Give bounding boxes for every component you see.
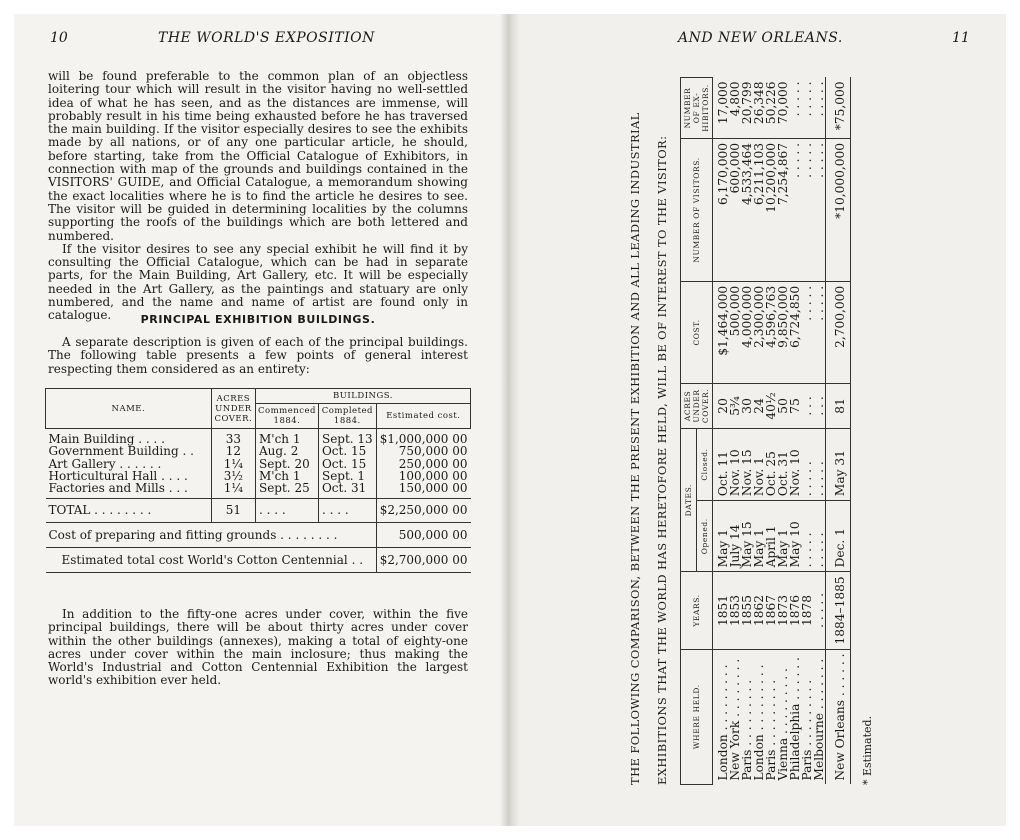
cell-exhibitors: 20,799 (741, 78, 753, 139)
cell-opened: Dec. 1 (826, 501, 851, 572)
cell-commenced: Aug. 2 (255, 445, 318, 457)
cell-year: 1851 (713, 572, 730, 649)
total-cost-label: Estimated total cost World's Cotton Centennial . . (61, 553, 364, 568)
cell-cost: 500,000 (729, 281, 741, 383)
total-cost-value: $2,700,000 00 (376, 548, 470, 573)
cell-closed: Nov. 1 (753, 428, 765, 500)
cell-exhibitors: 70,000 (777, 78, 789, 139)
cell-acres: 20 (713, 383, 730, 428)
cell-closed: Nov. 15 (741, 428, 753, 500)
header-cost: Estimated cost. (376, 404, 470, 429)
cell-where: Melbourne . . . . . . . (812, 658, 826, 781)
cell-where: London . . . . . . . . . (716, 664, 730, 781)
header-where: WHERE HELD. (681, 649, 713, 784)
header-visitors: NUMBER OF VISITORS. (681, 139, 713, 282)
cell-closed: Nov. 10 (729, 428, 741, 500)
cell-acres: 1¼ (211, 458, 255, 470)
total-row (46, 499, 471, 522)
cell-closed: May 31 (826, 428, 851, 500)
cell-acres: 81 (826, 383, 851, 428)
cell-where: Vienna . . . . . . . . . (776, 668, 790, 781)
cell-name: Factories and Mills . . . (48, 481, 188, 496)
grounds-cost-row (46, 522, 471, 547)
table-row (713, 78, 730, 785)
table-row (46, 445, 471, 457)
cell-name: Horticultural Hall . . . . (48, 468, 188, 483)
cell-visitors: 600,000 (729, 139, 741, 282)
cell-closed: Oct. 31 (777, 428, 789, 500)
header-opened: Opened. (697, 501, 713, 572)
cell-cost: 6,724,850 (789, 281, 801, 383)
rotated-comparison-block (622, 77, 902, 785)
section-intro: A separate description is given of each of the principal buildings. The following table presents a few points of general interest respecting them considered as an entirety: (48, 335, 468, 376)
left-body-text (48, 70, 468, 323)
cell-commenced: M'ch 1 (255, 470, 318, 482)
buildings-table (45, 388, 471, 573)
cell-opened: May 1 (777, 501, 789, 572)
cell-closed: Nov. 10 (789, 428, 801, 500)
cell-cost: 9,850,000 (777, 281, 789, 383)
header-closed: Closed. (697, 428, 713, 500)
cell-where: New Orleans . . . . . . (833, 653, 847, 781)
cell-cost: 150,000 00 (376, 482, 470, 499)
cell-name: Art Gallery . . . . . . (48, 456, 162, 471)
section-intro-block (48, 336, 468, 376)
table-row (789, 78, 801, 785)
table-top-rule (45, 388, 471, 389)
cell-acres: 5¾ (729, 383, 741, 428)
cell-opened: July 14 (729, 501, 741, 572)
grounds-cost-label: Cost of preparing and fitting grounds . . . . . . . . (48, 527, 338, 542)
cell-cost: $1,464,000 (713, 281, 730, 383)
cell-opened: May 1 (713, 501, 730, 572)
total-label: TOTAL . . . . . . . . (48, 503, 152, 518)
cell-exhibitors: *75,000 (826, 78, 851, 139)
cell-completed: Oct. 31 (318, 482, 376, 499)
total-commenced: . . . . (255, 499, 318, 522)
cell-year: 1876 (789, 572, 801, 649)
cell-exhibitors: . . . . . (801, 78, 813, 139)
cell-opened: May 15 (741, 501, 753, 572)
cell-exhibitors: . . . . . (789, 78, 801, 139)
table-row-new-orleans (826, 78, 851, 785)
cell-year: 1873 (777, 572, 789, 649)
footnote: * Estimated. (861, 715, 874, 785)
cell-acres: 75 (789, 383, 801, 428)
cell-where: Paris . . . . . . . . . (740, 679, 754, 781)
cell-visitors: 10,200,000 (765, 139, 777, 282)
header-acres: ACRES UNDER COVER. (681, 383, 713, 428)
total-cost-row (46, 548, 471, 573)
cell-acres: 12 (211, 445, 255, 457)
cell-visitors: *10,000,000 (826, 139, 851, 282)
closing-paragraph: In addition to the fifty-one acres under cover, within the five principal buildings, there will be about thirty acres under cover within the other buildings (annexes), making a total of eighty-one acres under cover within the main inclosure; thus making the World's Industrial and Cotton Centennial Exhibition the largest world's exhibition ever held. (48, 607, 468, 688)
closing-block (48, 608, 468, 688)
cell-completed: Oct. 15 (318, 458, 376, 470)
cell-exhibitors: 17,000 (713, 78, 730, 139)
cell-cost: $1,000,000 00 (376, 429, 470, 446)
cell-visitors: . . . . . (801, 139, 813, 282)
cell-cost: . . . . . (801, 281, 813, 383)
cell-exhibitors: 50,226 (765, 78, 777, 139)
cell-opened: . . . . . (813, 501, 826, 572)
cell-exhibitors: . . . . . (813, 78, 826, 139)
header-commenced: Commenced 1884. (255, 404, 318, 429)
left-page-number: 10 (50, 30, 68, 46)
header-dates: DATES. (681, 428, 697, 571)
cell-year: 1855 (741, 572, 753, 649)
cell-year: . . . . . (813, 572, 826, 649)
paragraph-2: If the visitor desires to see any special exhibit he will find it by consulting the Official Catalogue, which can be had in separate parts, for the Main Building, Art Gallery, etc. It will be especially needed in the Art Gallery, as the paintings and statuary are only numbered, and the name and name of artist are found only in catalogue. (48, 241, 468, 323)
cell-cost: 2,700,000 (826, 281, 851, 383)
cell-visitors: 7,254,867 (777, 139, 789, 282)
header-cost: COST. (681, 281, 713, 383)
cell-exhibitors: 4,800 (729, 78, 741, 139)
cell-cost: 250,000 00 (376, 458, 470, 470)
cell-commenced: Sept. 25 (255, 482, 318, 499)
cell-where: New York . . . . . . . . (728, 658, 742, 781)
cell-where: Paris . . . . . . . . . (764, 679, 778, 781)
cell-year: 1867 (765, 572, 777, 649)
table-row (813, 78, 826, 785)
cell-closed: . . . . . (801, 428, 813, 500)
cell-cost: 4,596,763 (765, 281, 777, 383)
cell-acres: . . . (813, 383, 826, 428)
grounds-cost-value: 500,000 00 (376, 522, 470, 547)
paragraph-1: will be found preferable to the common plan of an objectless loitering tour which will result in the visitor having no well-settled idea of what he has seen, and as the distances are immense, will probably result in his time being exhausted before he has traversed the main building. If the visitor especially desires to see the exhibits made by all nations, or of any one particular article, he should, before starting, take from the Official Catalogue of Exhibitors, in connection with map of the grounds and buildings contained in the VISITORS' GUIDE, and Official Catalogue, a memorandum showing the exact localities where he is to find the article he desires to see. The visitor will be guided in determining localities by the columns supporting the roofs of the buildings which are both lettered and numbered. (48, 69, 468, 243)
table-row (46, 482, 471, 499)
cell-name: Government Building . . (48, 444, 194, 459)
cell-name: Main Building . . . . (48, 432, 165, 446)
cell-acres: . . . (801, 383, 813, 428)
table-row (46, 429, 471, 446)
header-completed: Completed 1884. (318, 404, 376, 429)
header-acres: ACRES UNDER COVER. (211, 389, 255, 429)
cell-acres: 33 (211, 429, 255, 446)
cell-acres: 50 (777, 383, 789, 428)
cell-visitors: 6,211,103 (753, 139, 765, 282)
cell-year: 1862 (753, 572, 765, 649)
cell-completed: Sept. 13 (318, 429, 376, 446)
cell-year: 1853 (729, 572, 741, 649)
total-cost: $2,250,000 00 (376, 499, 470, 522)
cell-visitors: . . . . . (813, 139, 826, 282)
cell-year: 1884–1885 (826, 572, 851, 649)
right-page-number: 11 (952, 30, 970, 46)
header-name: NAME. (46, 389, 212, 429)
cell-opened: April 1 (765, 501, 777, 572)
total-completed: . . . . (318, 499, 376, 522)
cell-where: Philadelphia . . . . . . (788, 657, 802, 781)
cell-cost: 100,000 00 (376, 470, 470, 482)
comparison-intro: THE FOLLOWING COMPARISON, BETWEEN THE PRESENT EXHIBITION AND ALL LEADING INDUSTRIAL EXHIBITIONS THAT THE WORLD HAS HERETOFORE HELD, WILL BE OF INTEREST TO THE VISITOR: (628, 112, 669, 785)
cell-visitors: 6,170,000 (713, 139, 730, 282)
right-running-head: AND NEW ORLEANS. (678, 30, 843, 46)
cell-acres: 3½ (211, 470, 255, 482)
cell-cost: . . . . . (813, 281, 826, 383)
cell-closed: Oct. 11 (713, 428, 730, 500)
section-heading: PRINCIPAL EXHIBITION BUILDINGS. (140, 313, 376, 326)
cell-opened: May 10 (789, 501, 801, 572)
cell-acres: 24 (753, 383, 765, 428)
cell-opened: . . . . . (801, 501, 813, 572)
header-years: YEARS. (681, 572, 713, 649)
cell-cost: 4,000,000 (741, 281, 753, 383)
header-exhibitors: NUMBER OF EX-HIBITORS. (681, 78, 713, 139)
cell-where: London . . . . . . . . . (752, 664, 766, 781)
cell-commenced: M'ch 1 (255, 429, 318, 446)
cell-cost: 2,300,000 (753, 281, 765, 383)
cell-opened: May 1 (753, 501, 765, 572)
cell-commenced: Sept. 20 (255, 458, 318, 470)
comparison-table (680, 77, 851, 785)
cell-where: Paris . . . . . . . . . (800, 679, 814, 781)
book-gutter (500, 14, 520, 826)
cell-visitors: 4,533,464 (741, 139, 753, 282)
cell-year: 1878 (801, 572, 813, 649)
cell-cost: 750,000 00 (376, 445, 470, 457)
cell-exhibitors: 26,348 (753, 78, 765, 139)
header-buildings: BUILDINGS. (255, 389, 470, 404)
cell-acres: 30 (741, 383, 753, 428)
cell-completed: Oct. 15 (318, 445, 376, 457)
left-running-head: THE WORLD'S EXPOSITION (158, 30, 375, 46)
total-acres: 51 (211, 499, 255, 522)
cell-closed: Oct. 25 (765, 428, 777, 500)
cell-completed: Sept. 1 (318, 470, 376, 482)
cell-acres: 40½ (765, 383, 777, 428)
cell-visitors: . . . . . (789, 139, 801, 282)
cell-closed: . . . . . (813, 428, 826, 500)
cell-acres: 1¼ (211, 482, 255, 499)
